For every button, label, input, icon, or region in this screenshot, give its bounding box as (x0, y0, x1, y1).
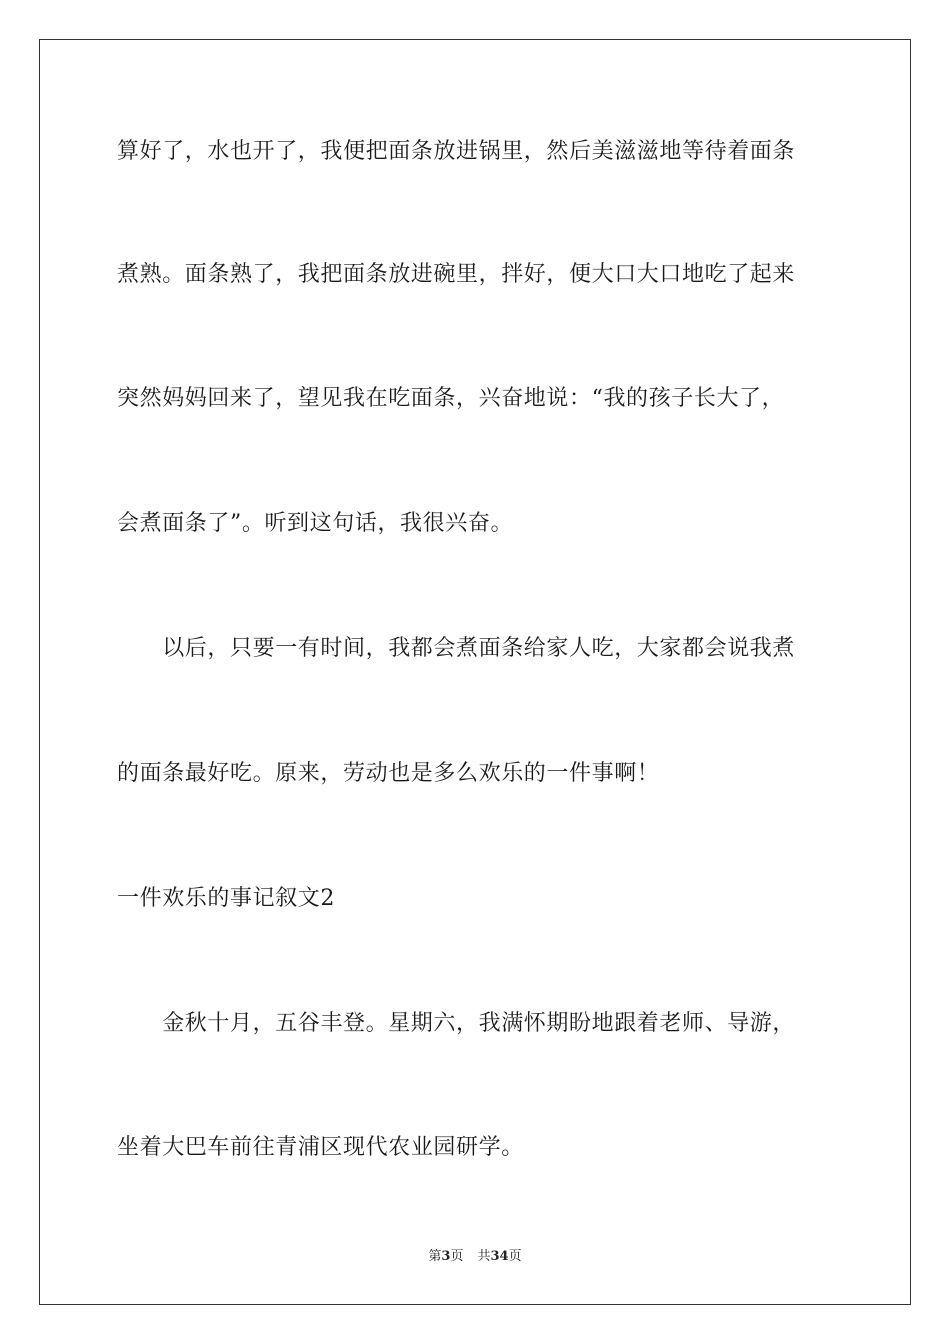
paragraph-start-line: 以后，只要一有时间，我都会煮面条给家人吃，大家都会说我煮 (117, 636, 796, 661)
total-pages: 34 (490, 1249, 509, 1264)
page-border (39, 39, 911, 1305)
page-footer (0, 1248, 950, 1266)
section-heading: 一件欢乐的事记叙文2 (117, 886, 335, 911)
total-prefix: 共 (477, 1249, 491, 1264)
page-number: 3 (441, 1249, 451, 1264)
paragraph-start-line: 金秋十月，五谷丰登。星期六，我满怀期盼地跟着老师、导游， (117, 1011, 796, 1036)
page-suffix: 页 (450, 1249, 464, 1264)
body-text-line: 会煮面条了”。听到这句话，我很兴奋。 (117, 511, 514, 536)
body-text-line: 的面条最好吃。原来，劳动也是多么欢乐的一件事啊！ (117, 761, 660, 786)
body-text-line: 煮熟。面条熟了，我把面条放进碗里，拌好，便大口大口地吃了起来 (117, 262, 796, 287)
body-text-line: 坐着大巴车前往青浦区现代农业园研学。 (117, 1135, 524, 1160)
page-prefix: 第 (428, 1249, 442, 1264)
body-text-line: 突然妈妈回来了，望见我在吃面条，兴奋地说：“我的孩子长大了， (117, 386, 785, 411)
total-suffix: 页 (508, 1249, 522, 1264)
body-text-line: 算好了，水也开了，我便把面条放进锅里，然后美滋滋地等待着面条 (117, 139, 796, 164)
